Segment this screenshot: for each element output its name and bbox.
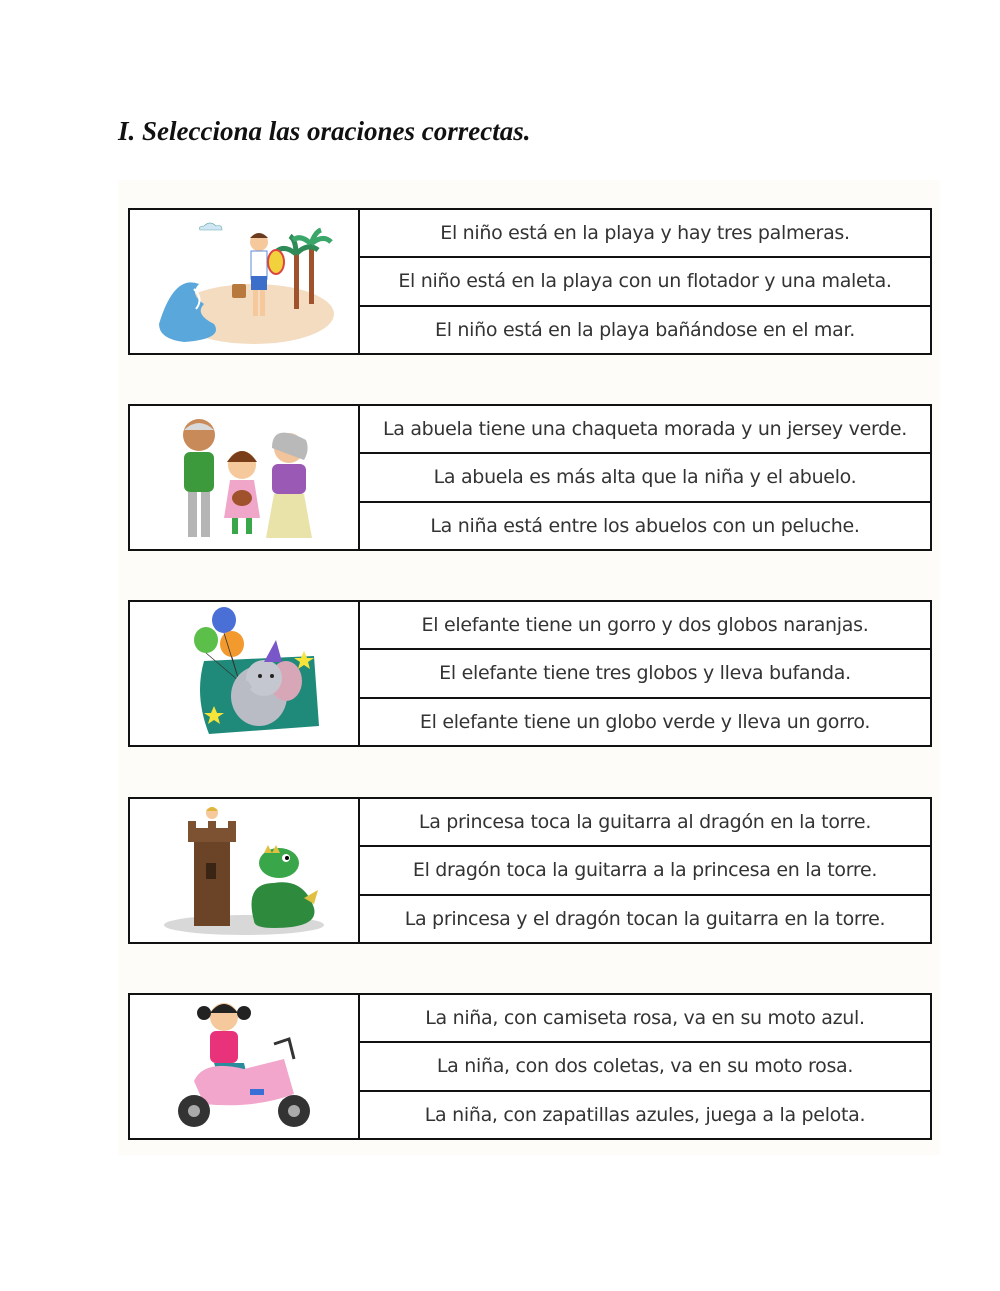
option-dragon-3[interactable]: La princesa y el dragón tocan la guitarra en la torre. [404, 907, 886, 930]
question-group-grandparents [128, 404, 932, 551]
question-group-dragon [128, 797, 932, 944]
option-elephant-1[interactable]: El elefante tiene un gorro y dos globos naranjas. [360, 602, 930, 650]
option-dragon-1[interactable]: La princesa toca la guitarra al dragón en la torre. [360, 799, 930, 847]
option-grandparents-3[interactable]: La niña está entre los abuelos con un peluche. [430, 514, 860, 537]
option-scooter-1[interactable]: La niña, con camiseta rosa, va en su moto azul. [360, 995, 930, 1043]
grandparents-girl-illustration [130, 406, 360, 549]
page-title: I. Selecciona las oraciones correctas. [118, 116, 531, 146]
option-grandparents-1[interactable]: La abuela tiene una chaqueta morada y un jersey verde. [360, 406, 930, 454]
beach-boy-illustration [130, 210, 360, 353]
option-elephant-2[interactable]: El elefante tiene tres globos y lleva bufanda. [360, 650, 930, 698]
option-grandparents-2[interactable]: La abuela es más alta que la niña y el abuelo. [360, 454, 930, 502]
question-group-scooter [128, 993, 932, 1140]
option-beach-3[interactable]: El niño está en la playa bañándose en el mar. [435, 318, 855, 341]
elephant-balloons-illustration [130, 602, 360, 745]
option-dragon-2[interactable]: El dragón toca la guitarra a la princesa en la torre. [360, 847, 930, 895]
option-scooter-3[interactable]: La niña, con zapatillas azules, juega a la pelota. [424, 1103, 866, 1126]
question-group-elephant [128, 600, 932, 747]
question-group-beach [128, 208, 932, 355]
option-elephant-3[interactable]: El elefante tiene un globo verde y lleva un gorro. [419, 710, 871, 733]
princess-dragon-tower-illustration [130, 799, 360, 942]
option-scooter-2[interactable]: La niña, con dos coletas, va en su moto rosa. [360, 1043, 930, 1091]
girl-pink-scooter-illustration [130, 995, 360, 1138]
option-beach-1[interactable]: El niño está en la playa y hay tres palmeras. [360, 210, 930, 258]
option-beach-2[interactable]: El niño está en la playa con un flotador y una maleta. [360, 258, 930, 306]
